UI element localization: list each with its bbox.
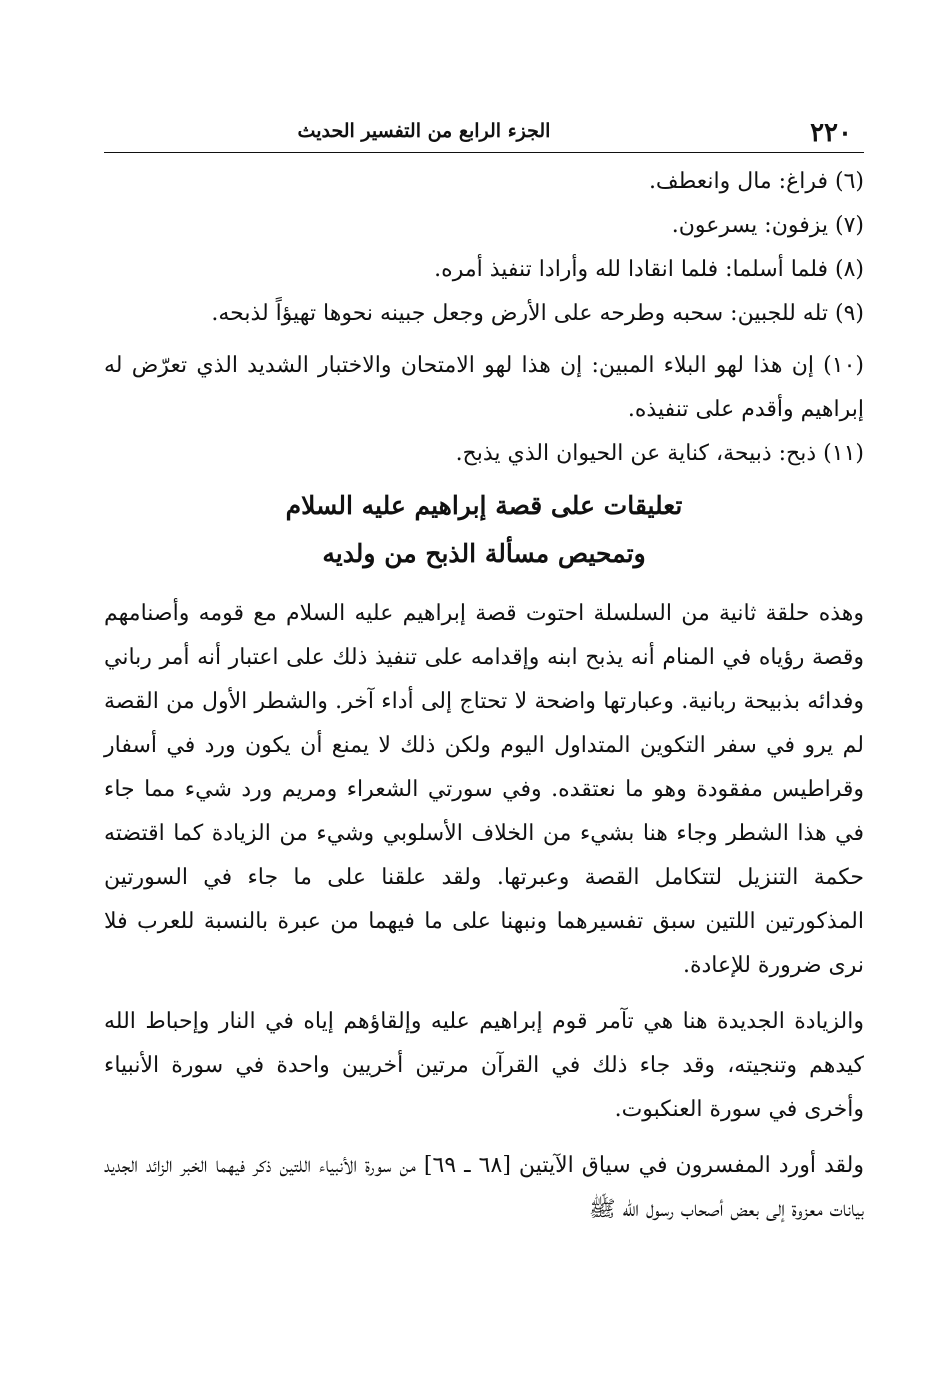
- body-paragraph-2: والزيادة الجديدة هنا هي تآمر قوم إبراهيم عليه وإلقاؤهم إياه في النار وإحباط الله كيدهم وتنجيته، وقد جاء ذلك في القرآن مرتين أخريين واحدة في سورة الأنبياء وأخرى في سورة العنكبوت.: [104, 1009, 864, 1122]
- footnote-9: (٩) تله للجبين: سحبه وطرحه على الأرض وجعل جبينه نحوها تهيؤاً لذبحه.: [211, 301, 864, 326]
- footnote-7: (٧) يزفون: يسرعون.: [671, 213, 864, 238]
- running-title: الجزء الرابع من التفسير الحديث: [297, 120, 551, 142]
- footnote-10: (١٠) إن هذا لهو البلاء المبين: إن هذا لهو الامتحان والاختبار الشديد الذي تعرّض له إبراهيم وأقدم على تنفيذه.: [104, 353, 864, 422]
- footnote-8: (٨) فلما أسلما: فلما انقادا لله وأرادا تنفيذ أمره.: [434, 257, 864, 282]
- page-header: [104, 112, 864, 153]
- footnotes: [104, 160, 864, 476]
- body-paragraph-3: ولقد أورد المفسرون في سياق الآيتين [٦٨ ـ ٦٩] من سورة الأنبياء اللتين ذكر فيهما الخبر الزائد الجديد بيانات معزوة إلى بعض أصحاب رسول الله ﷺ: [104, 1153, 864, 1222]
- footnote-6: (٦) فراغ: مال وانعطف.: [648, 169, 864, 194]
- footnote-11: (١١) ذبح: ذبيحة، كناية عن الحيوان الذي يذبح.: [455, 441, 864, 466]
- section-heading: [104, 482, 864, 578]
- section-title-line-2: وتمحيص مسألة الذبح من ولديه: [322, 539, 646, 568]
- section-title-line-1: تعليقات على قصة إبراهيم عليه السلام: [285, 491, 683, 520]
- body-paragraph-1: وهذه حلقة ثانية من السلسلة احتوت قصة إبراهيم عليه السلام مع قومه وأصنامهم وقصة رؤياه في المنام أنه يذبح ابنه وإقدامه على تنفيذ ذلك على اعتبار أنه أمر رباني وفدائه بذبيحة ربانية. وعبارتها واضحة لا تحتاج إلى أداء آخر. والشطر الأول من القصة لم يرو في سفر التكوين المتداول اليوم ولكن ذلك لا يمنع أن يكون ورد في أسفار وقراطيس مفقودة وهو ما نعتقده. وفي سورتي الشعراء ومريم ورد شيء مما جاء في هذا الشطر وجاء هنا بشيء من الخلاف الأسلوبي وشيء من الزيادة كما اقتضته حكمة التنزيل لتتكامل القصة وعبرتها. ولقد علقنا على ما جاء في السورتين المذكورتين اللتين سبق تفسيرهما ونبهنا على ما فيهما من عبرة بالنسبة للعرب فلا نرى ضرورة للإعادة.: [104, 601, 864, 978]
- page-number: ٢٢٠: [810, 118, 852, 148]
- page-content: [104, 160, 864, 1244]
